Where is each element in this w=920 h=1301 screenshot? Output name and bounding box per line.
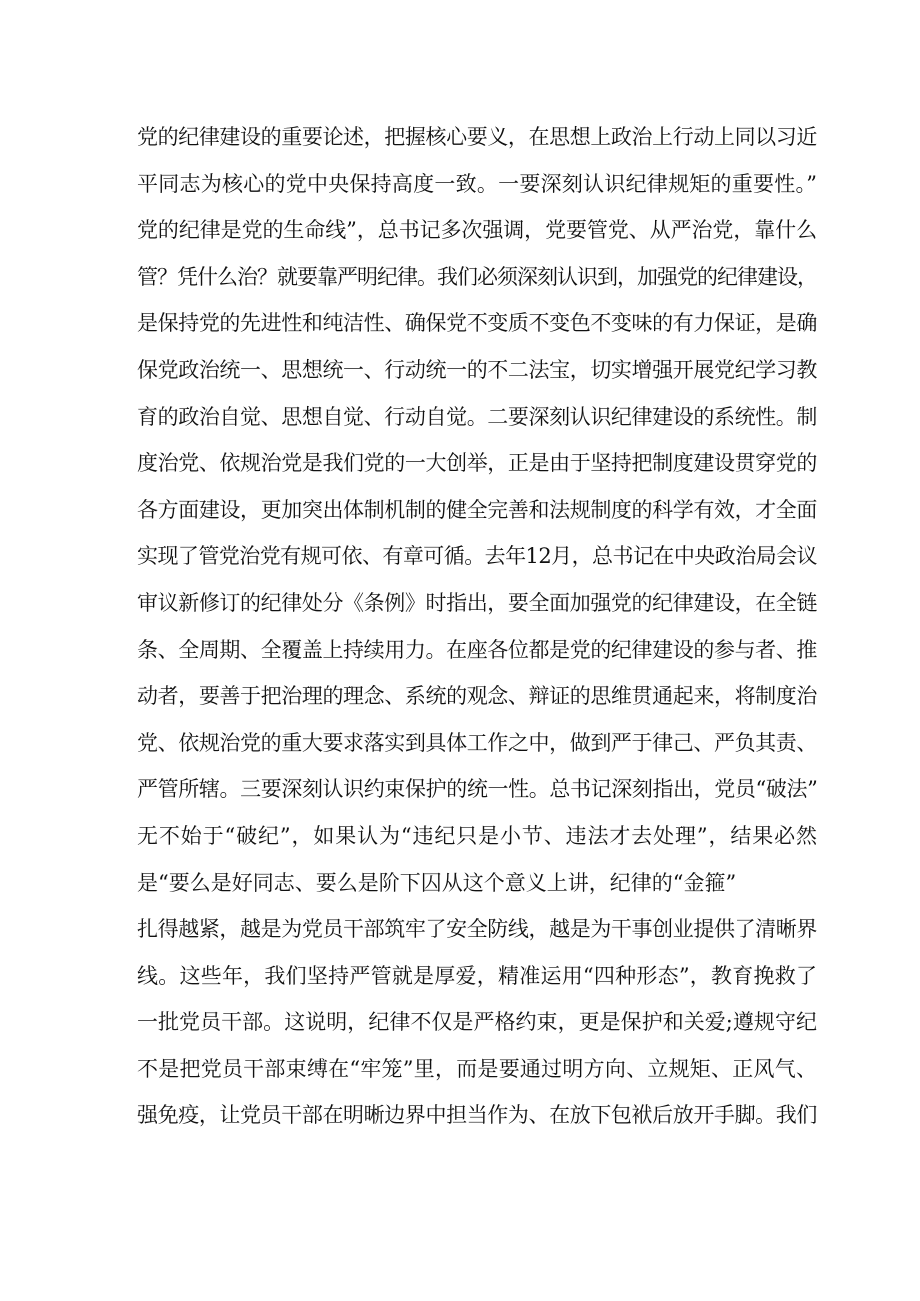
text-line: 是“要么是好同志、要么是阶下囚从这个意义上讲，纪律的“金箍” bbox=[137, 870, 737, 895]
text-line: 党的纪律是党的生命线”，总书记多次强调，党要管党、从严治党，靠什么 bbox=[137, 218, 817, 243]
text-line: 无不始于“破纪”，如果认为“违纪只是小节、违法才去处理”，结果必然 bbox=[137, 823, 817, 848]
text-line: 平同志为核心的党中央保持高度一致。一要深刻认识纪律规矩的重要性。” bbox=[137, 171, 817, 196]
text-line: 党的纪律建设的重要论述，把握核心要义，在思想上政治上行动上同以习近 bbox=[137, 125, 817, 149]
text-line: 是保持党的先进性和纯洁性、确保党不变质不变色不变味的有力保证，是确 bbox=[137, 311, 817, 336]
text-line: 度治党、依规治党是我们党的一大创举，正是由于坚持把制度建设贯穿党的 bbox=[137, 451, 817, 476]
text-line: 扎得越紧，越是为党员干部筑牢了安全防线，越是为干事创业提供了清晰界 bbox=[137, 917, 817, 942]
body-text bbox=[137, 114, 817, 1139]
text-line: 线。这些年，我们坚持严管就是厚爱，精准运用“四种形态”，教育挽救了 bbox=[137, 963, 817, 988]
text-line: 动者，要善于把治理的理念、系统的观念、辩证的思维贯通起来，将制度治 bbox=[137, 684, 817, 709]
text-line: 强免疫，让党员干部在明晰边界中担当作为、在放下包袱后放开手脚。我们 bbox=[137, 1103, 817, 1128]
text-line: 育的政治自觉、思想自觉、行动自觉。二要深刻认识纪律建设的系统性。制 bbox=[137, 404, 817, 429]
text-line: 条、全周期、全覆盖上持续用力。在座各位都是党的纪律建设的参与者、推 bbox=[137, 637, 817, 662]
text-line: 管？凭什么治？就要靠严明纪律。我们必须深刻认识到，加强党的纪律建设， bbox=[137, 264, 817, 289]
text-line: 严管所辖。三要深刻认识约束保护的统一性。总书记深刻指出，党员“破法” bbox=[137, 777, 818, 802]
text-line: 不是把党员干部束缚在“牢笼”里，而是要通过明方向、立规矩、正风气、 bbox=[137, 1056, 817, 1081]
text-line: 实现了管党治党有规可依、有章可循。去年12月，总书记在中央政治局会议 bbox=[137, 544, 817, 569]
text-line: 各方面建设，更加突出体制机制的健全完善和法规制度的科学有效，才全面 bbox=[137, 497, 817, 522]
text-line: 保党政治统一、思想统一、行动统一的不二法宝，切实增强开展党纪学习教 bbox=[137, 357, 817, 382]
text-line: 审议新修订的纪律处分《条例》时指出，要全面加强党的纪律建设，在全链 bbox=[137, 590, 817, 615]
text-line: 一批党员干部。这说明，纪律不仅是严格约束，更是保护和关爱;遵规守纪 bbox=[137, 1010, 817, 1035]
text-line: 党、依规治党的重大要求落实到具体工作之中，做到严于律己、严负其责、 bbox=[137, 730, 817, 755]
